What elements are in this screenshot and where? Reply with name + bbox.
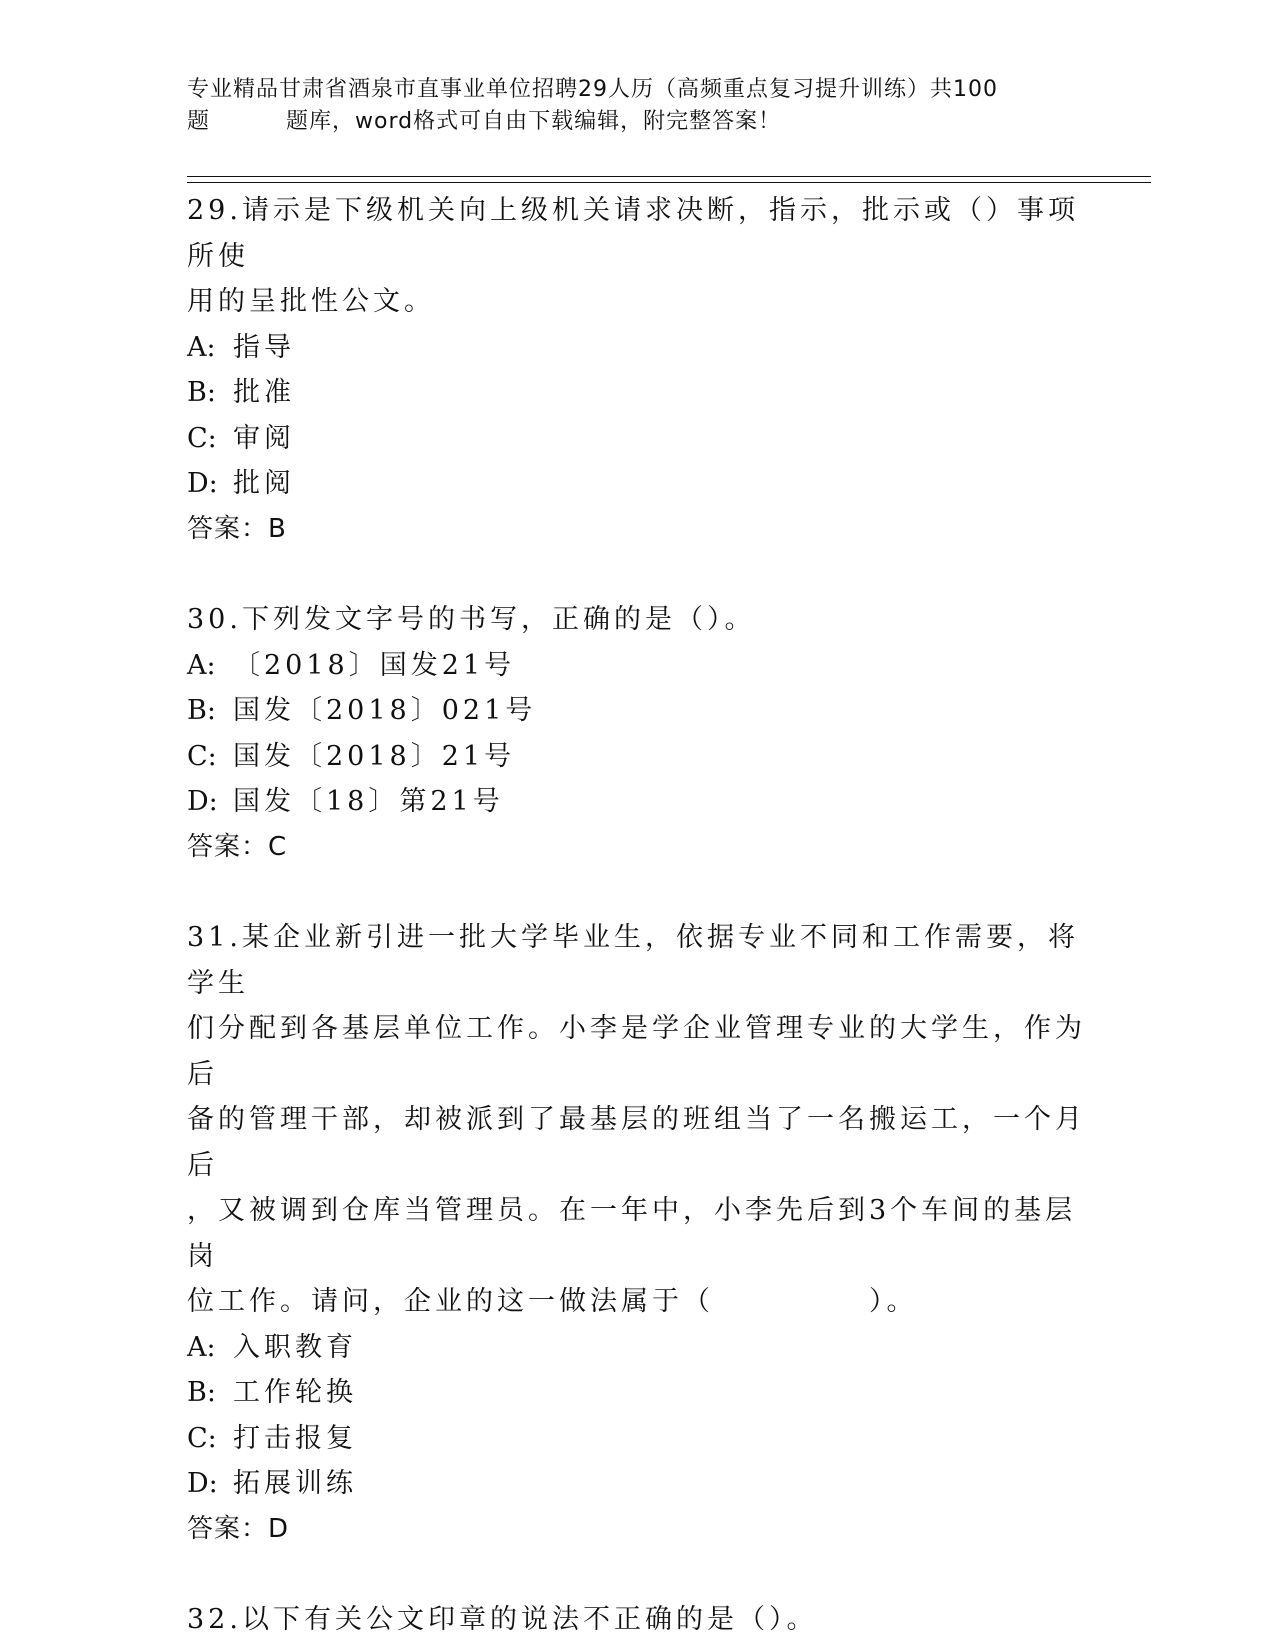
option-text: 打击报复 (233, 1422, 357, 1454)
option-key: D: (187, 786, 218, 817)
question-30-answer: 答案：C (187, 831, 288, 862)
question-list (187, 188, 1087, 1643)
question-30-option-d (187, 779, 1087, 825)
question-30-option-c (187, 734, 1087, 780)
option-key: A: (187, 1331, 216, 1363)
option-text: 国发〔2018〕21号 (233, 740, 516, 772)
question-29-option-c (187, 416, 1087, 462)
question-spacer (187, 1552, 1087, 1597)
option-text: 拓展训练 (233, 1468, 357, 1499)
question-29-answer: 答案：B (187, 513, 287, 544)
question-30 (187, 597, 1087, 870)
option-key: C: (187, 422, 217, 454)
option-key: D: (187, 1468, 218, 1499)
header-title-line-2-right: 题库，word格式可自由下载编辑，附完整答案！ (286, 109, 782, 134)
question-31-text-line-1: 31.某企业新引进一批大学毕业生，依据专业不同和工作需要，将学生 (187, 922, 1079, 999)
question-29-option-b (187, 370, 1087, 416)
question-32 (187, 1597, 1087, 1643)
question-29 (187, 188, 1087, 552)
option-text: 批阅 (233, 468, 295, 499)
question-31-option-c (187, 1416, 1087, 1462)
question-29-option-a (187, 325, 1087, 371)
header-rule-bottom (187, 182, 1151, 183)
header-title-line-1: 专业精品甘肃省酒泉市直事业单位招聘29人历（高频重点复习提升训练）共100 (187, 77, 998, 102)
question-spacer (187, 552, 1087, 597)
option-key: A: (187, 649, 216, 681)
question-30-option-a (187, 643, 1087, 689)
question-30-option-b (187, 688, 1087, 734)
option-key: B: (187, 1377, 216, 1408)
question-30-text-line-1: 30.下列发文字号的书写，正确的是（）。 (187, 604, 756, 635)
option-text: 批准 (233, 377, 295, 408)
question-31-text-line-4: ，又被调到仓库当管理员。在一年中，小李先后到3个车间的基层岗 (187, 1195, 1077, 1272)
option-text: 〔2018〕国发21号 (233, 649, 516, 681)
option-key: C: (187, 1422, 217, 1454)
header-title-line-2 (187, 106, 1067, 138)
option-key: D: (187, 468, 218, 499)
question-29-text-line-1: 29.请示是下级机关向上级机关请求决断，指示，批示或（）事项所使 (187, 195, 1079, 272)
question-31-answer: 答案：D (187, 1513, 290, 1544)
option-text: 指导 (233, 331, 295, 363)
question-spacer (187, 870, 1087, 915)
question-31-option-b (187, 1370, 1087, 1416)
question-31-option-d (187, 1461, 1087, 1507)
question-29-text-line-2: 用的呈批性公文。 (187, 286, 435, 317)
question-31-text-line-2: 们分配到各基层单位工作。小李是学企业管理专业的大学生，作为后 (187, 1013, 1086, 1090)
question-31-text-line-3: 备的管理干部，却被派到了最基层的班组当了一名搬运工，一个月后 (187, 1104, 1086, 1181)
question-31-option-a (187, 1325, 1087, 1371)
option-key: B: (187, 377, 216, 408)
option-text: 审阅 (233, 422, 295, 454)
header-rule-top (187, 176, 1151, 177)
option-text: 入职教育 (233, 1331, 357, 1363)
question-31-text-line-5: 位工作。请问，企业的这一做法属于（ ）。 (187, 1286, 918, 1317)
option-key: B: (187, 695, 216, 726)
option-key: C: (187, 740, 217, 772)
header-title-line-2-left: 题 (187, 109, 211, 134)
page-header (187, 74, 1067, 138)
option-text: 国发〔2018〕021号 (233, 695, 537, 726)
question-32-text-line-1: 32.以下有关公文印章的说法不正确的是（）。 (187, 1604, 818, 1635)
option-text: 国发〔18〕第21号 (233, 786, 504, 817)
option-text: 工作轮换 (233, 1377, 357, 1408)
option-key: A: (187, 331, 216, 363)
question-31 (187, 915, 1087, 1552)
question-29-option-d (187, 461, 1087, 507)
